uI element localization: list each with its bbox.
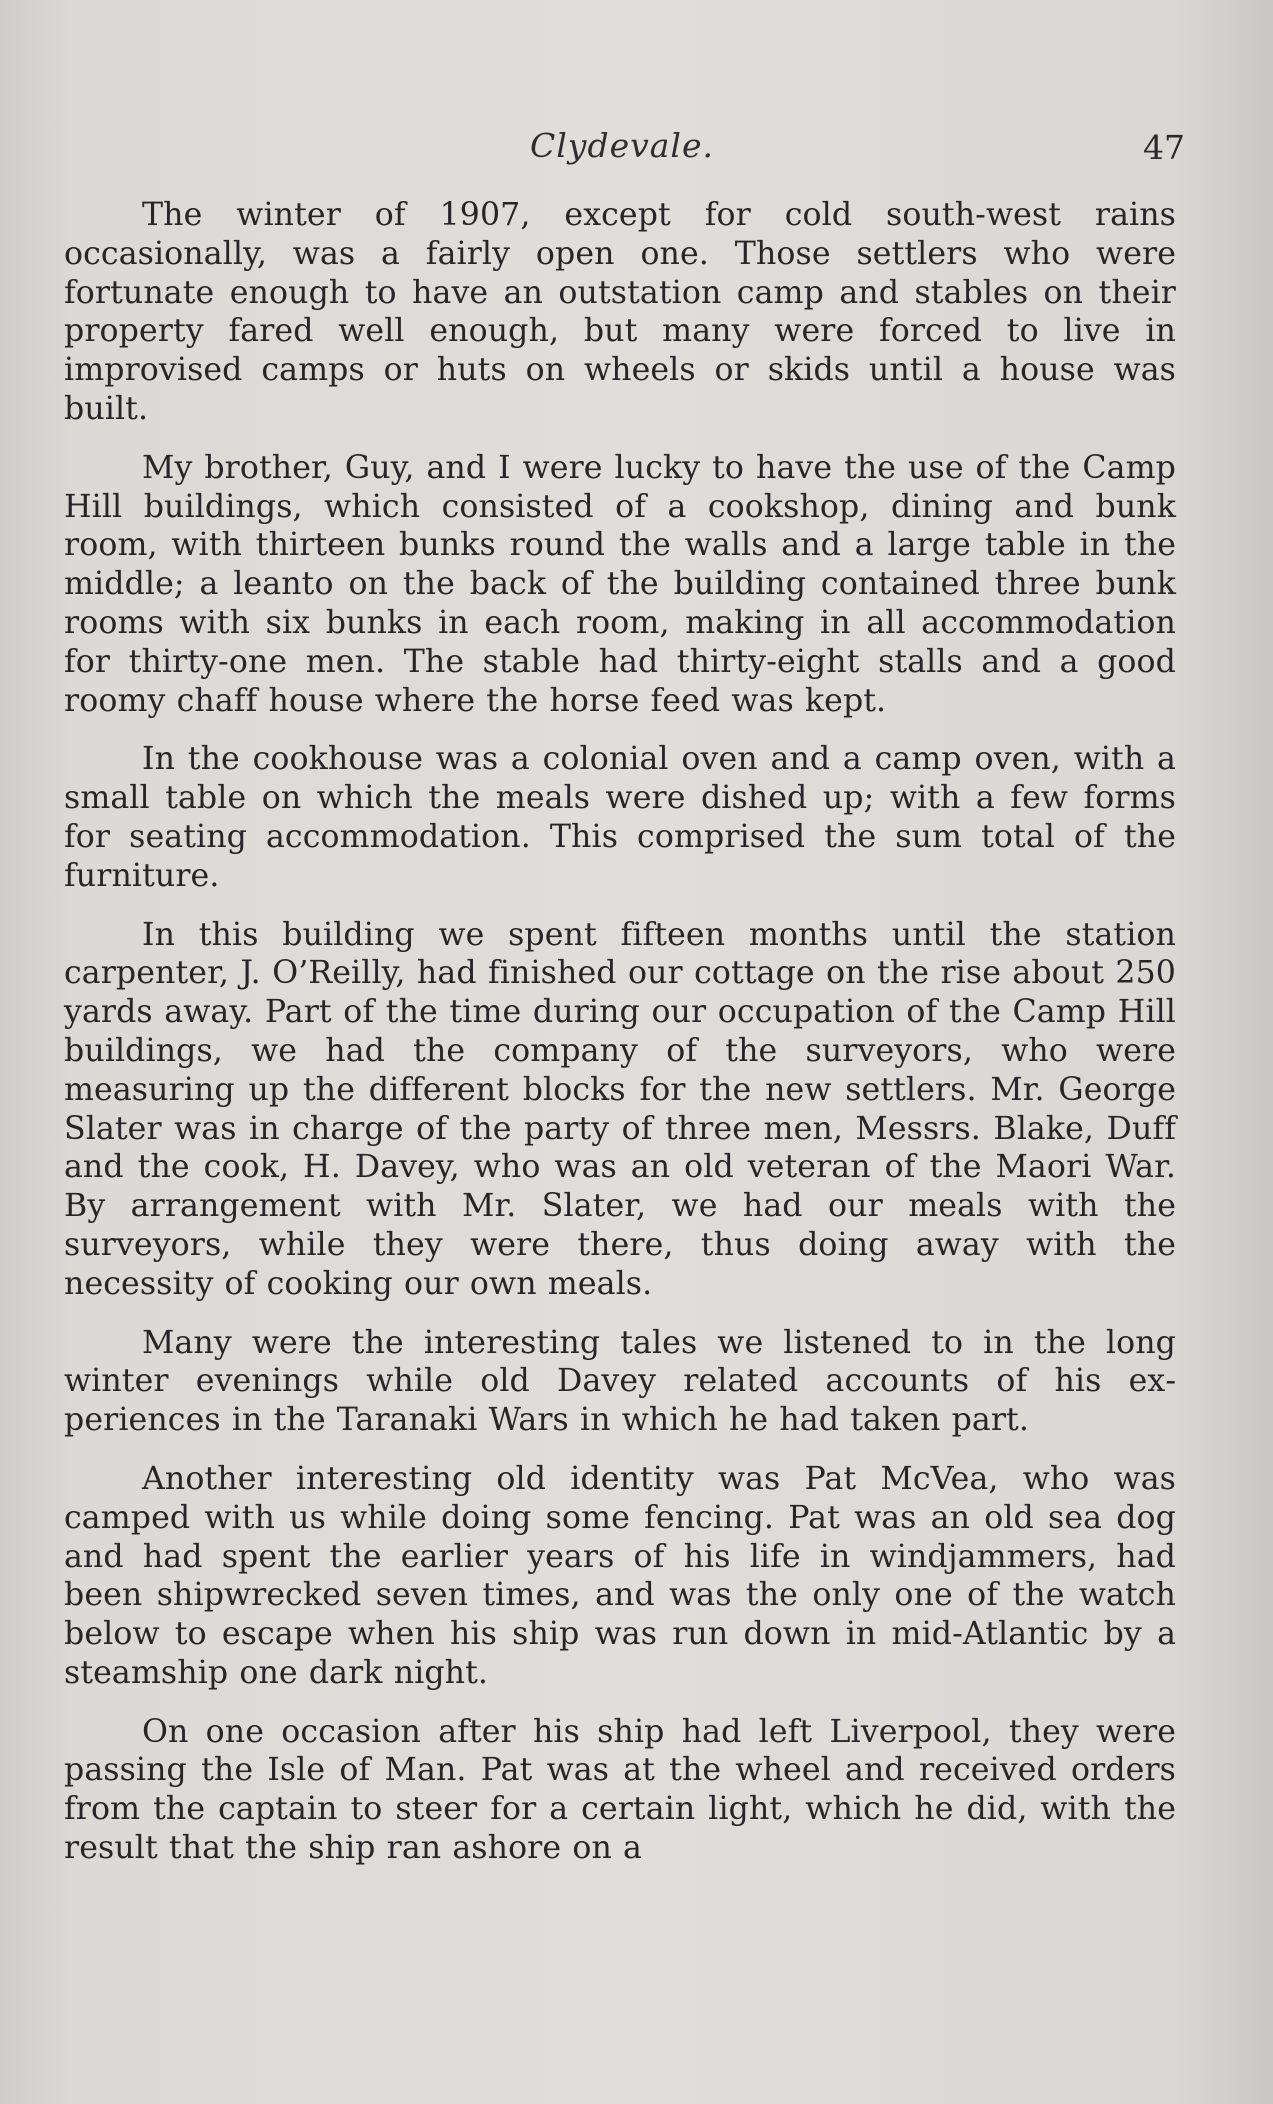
paragraph-surveyors: In this building we spent fifteen months until the station carpenter, J. O’Reilly, had finished our cottage on the rise about 250 yards away. Part of the time during our occupation of the Camp Hill buildings, we had the company of the surveyors, who were measuring up the different blocks for the new settlers. Mr. George Slater was in charge of the party of three men, Messrs. Blake, Duff and the cook, H. Davey, who was an old veteran of the Maori War. By arrangement with Mr. Slater, we had our meals with the surveyors, while they were there, thus doing away with the necessity of cooking our own meals. [64,916,1176,1302]
page-number: 47 [1143,128,1185,167]
paragraph-isle-of-man: On one occasion after his ship had left Liverpool, they were passing the Isle of Man. Pat was at the wheel and received orders from the captain to steer for a certain light, which he did, with the result that the ship ran ashore on a [64,1713,1176,1867]
paragraph-pat-mcvea: Another interesting old identity was Pat McVea, who was camped with us while doing some fencing. Pat was an old sea dog and had spent the earlier years of his life in windjammers, had been shipwrecked seven times, and was the only one of the watch below to escape when his ship was run down in mid-Atlantic by a steamship one dark night. [64,1460,1176,1691]
body-text [64,196,1176,1888]
paragraph-camp-hill-buildings: My brother, Guy, and I were lucky to have the use of the Camp Hill buildings, which consisted of a cookshop, dining and bunk room, with thirteen bunks round the walls and a large table in the middle; a leanto on the back of the building contained three bunk rooms with six bunks in each room, making in all accommodation for thirty-one men. The stable had thirty-eight stalls and a good roomy chaff house where the horse feed was kept. [64,449,1176,719]
running-head-title: Clydevale. [530,126,714,165]
paragraph-winter-1907: The winter of 1907, except for cold south-west rains occasionally, was a fairly open one. Those settlers who were fortunate enough to have an outstation camp and stables on their property fared well enough, but many were forced to live in improvised camps or huts on wheels or skids until a house was built. [64,197,1176,427]
paragraph-cookhouse: In the cookhouse was a colonial oven and a camp oven, with a small table on which the meals were dished up; with a few forms for seating accommodation. This comprised the sum total of the furniture. [64,741,1176,894]
paragraph-davey-tales: Many were the interesting tales we listened to in the long winter evenings while old Davey related accounts of his experiences in the Taranaki Wars in which he had taken part. [64,1324,1176,1439]
